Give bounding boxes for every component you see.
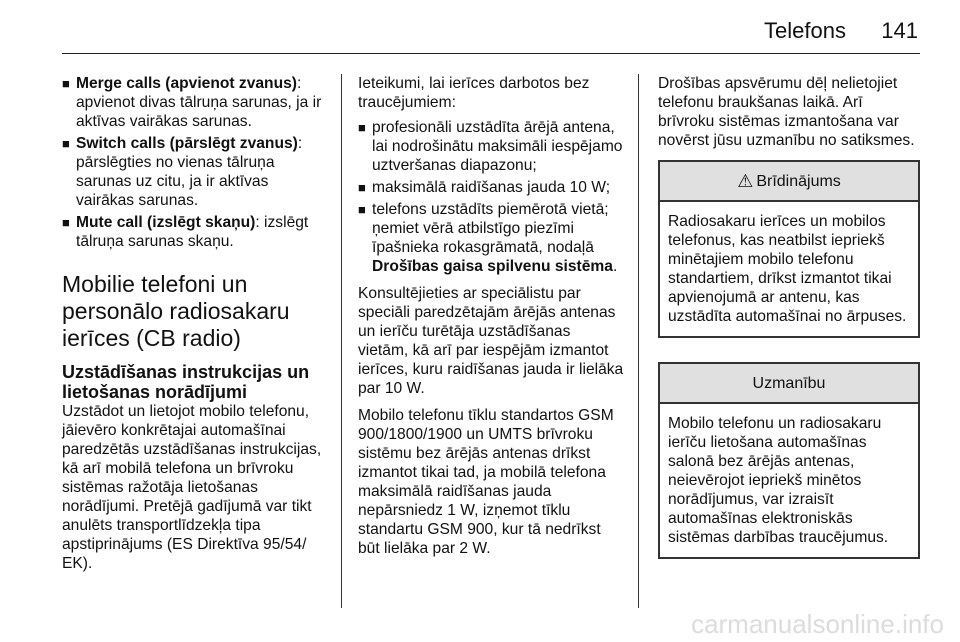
chapter-title: Telefons — [764, 18, 846, 43]
list-item — [358, 118, 624, 175]
caution-body: Mobilo telefonu un radiosakaru ierīču lietošana automašīnas salonā bez ārējās antenas, neievērojot iepriekš minētos norādījumus, var izraisīt automašīnas elektroniskās sistēmas darbības traucējumus. — [668, 415, 889, 546]
list-item-term: Merge calls (apvienot zvanus) — [76, 75, 297, 92]
list-item — [358, 178, 624, 197]
section-title: Mobilie telefoni un personālo radiosakaru ierīces (CB radio) — [62, 271, 290, 351]
list-item-text: profesionāli uzstādīta ārējā antena, lai nodrošinātu maksimāli iespējamo uztveršanas diapazonu; — [372, 119, 623, 174]
watermark: carmanualsonline.info — [691, 609, 944, 639]
list-item-term: Mute call (izslēgt skaņu) — [76, 214, 256, 231]
cross-reference: Drošības gaisa spilvenu sistēma — [372, 258, 613, 275]
column-divider-2 — [638, 74, 639, 608]
list-item-text: : pārslēgties no vienas tālruņa sarunas uz citu, ja ir aktīvas vairākas sarunas. — [76, 135, 303, 209]
page-header — [0, 0, 960, 44]
body-paragraph: Mobilo telefonu tīklu standartos GSM 900/1800/1900 un UMTS brīvroku sistēmu bez ārējās antenas drīkst izmantot tikai tad, ja mobilā telefona maksimālā raidīšanas jauda nepārsniedz 1 W, izņemot tīklu standartu GSM 900, kur tā nedrīkst būt lielāka par 2 W. — [358, 407, 614, 557]
list-item-text: : apvienot divas tālruņa sarunas, ja ir aktīvas vairākas sarunas. — [76, 75, 322, 130]
warning-box — [658, 160, 920, 338]
column-divider-1 — [341, 74, 342, 608]
column-1 — [62, 74, 330, 575]
list-item — [62, 213, 330, 251]
page-number: 141 — [881, 18, 918, 43]
column-2 — [358, 74, 624, 560]
warning-header — [660, 162, 918, 202]
intro-paragraph: Ieteikumi, lai ierīces darbotos bez traucējumiem: — [358, 75, 590, 111]
body-paragraph: Konsultējieties ar speciālistu par speciāli paredzētajām ārējās antenas un ierīču turētāja uzstādīšanas vietām, kā arī par iespējām izmantot ierīces, kuru raidīšanas jauda ir lielāka par 10 W. — [358, 285, 624, 397]
header-rule — [62, 53, 920, 54]
list-item-text: : izslēgt tālruņa sarunas skaņu. — [76, 214, 309, 250]
list-item — [62, 134, 330, 210]
warning-triangle-icon: ⚠ — [737, 170, 754, 191]
caution-header — [660, 364, 918, 404]
warning-title: Brīdinājums — [756, 172, 841, 190]
caution-title: Uzmanību — [752, 374, 826, 392]
body-paragraph: Uzstādot un lietojot mobilo telefonu, jāievēro konkrētajai automašīnai paredzētās uzstādīšanas instrukcijas, kā arī mobilā telefona un brīvroku sistēmas ražotāja lietošanas norādījumi. Pretējā gadījumā var tikt anulēts transportlīdzekļa tipa apstiprinājums (ES Direktīva 95/54/ EK). — [62, 403, 322, 572]
intro-paragraph: Drošības apsvērumu dēļ nelietojiet telefonu braukšanas laikā. Arī brīvroku sistēmas izmantošana var novērst jūsu uzmanību no satiksmes. — [658, 75, 915, 149]
warning-body: Radiosakaru ierīces un mobilos telefonus, kas neatbilst iepriekš minētajiem mobilo telefonu standartiem, drīkst izmantot tikai apvienojumā ar antenu, kas uzstādīta automašīnai no ārpuses. — [668, 213, 907, 325]
list-item-text: telefons uzstādīts piemērotā vietā; ņemiet vērā atbilstīgo piezīmi īpašnieka rokasgrāmatā, nodaļā — [372, 201, 609, 256]
list-item-term: Switch calls (pārslēgt zvanus) — [76, 135, 298, 152]
list-item — [62, 74, 330, 131]
caution-box — [658, 362, 920, 559]
subsection-title: Uzstādīšanas instrukcijas un lietošanas norādījumi — [62, 362, 310, 402]
list-item-text: maksimālā raidīšanas jauda 10 W; — [372, 179, 611, 196]
list-item-tail: . — [612, 258, 618, 275]
list-item — [358, 200, 624, 276]
column-3 — [658, 74, 920, 559]
